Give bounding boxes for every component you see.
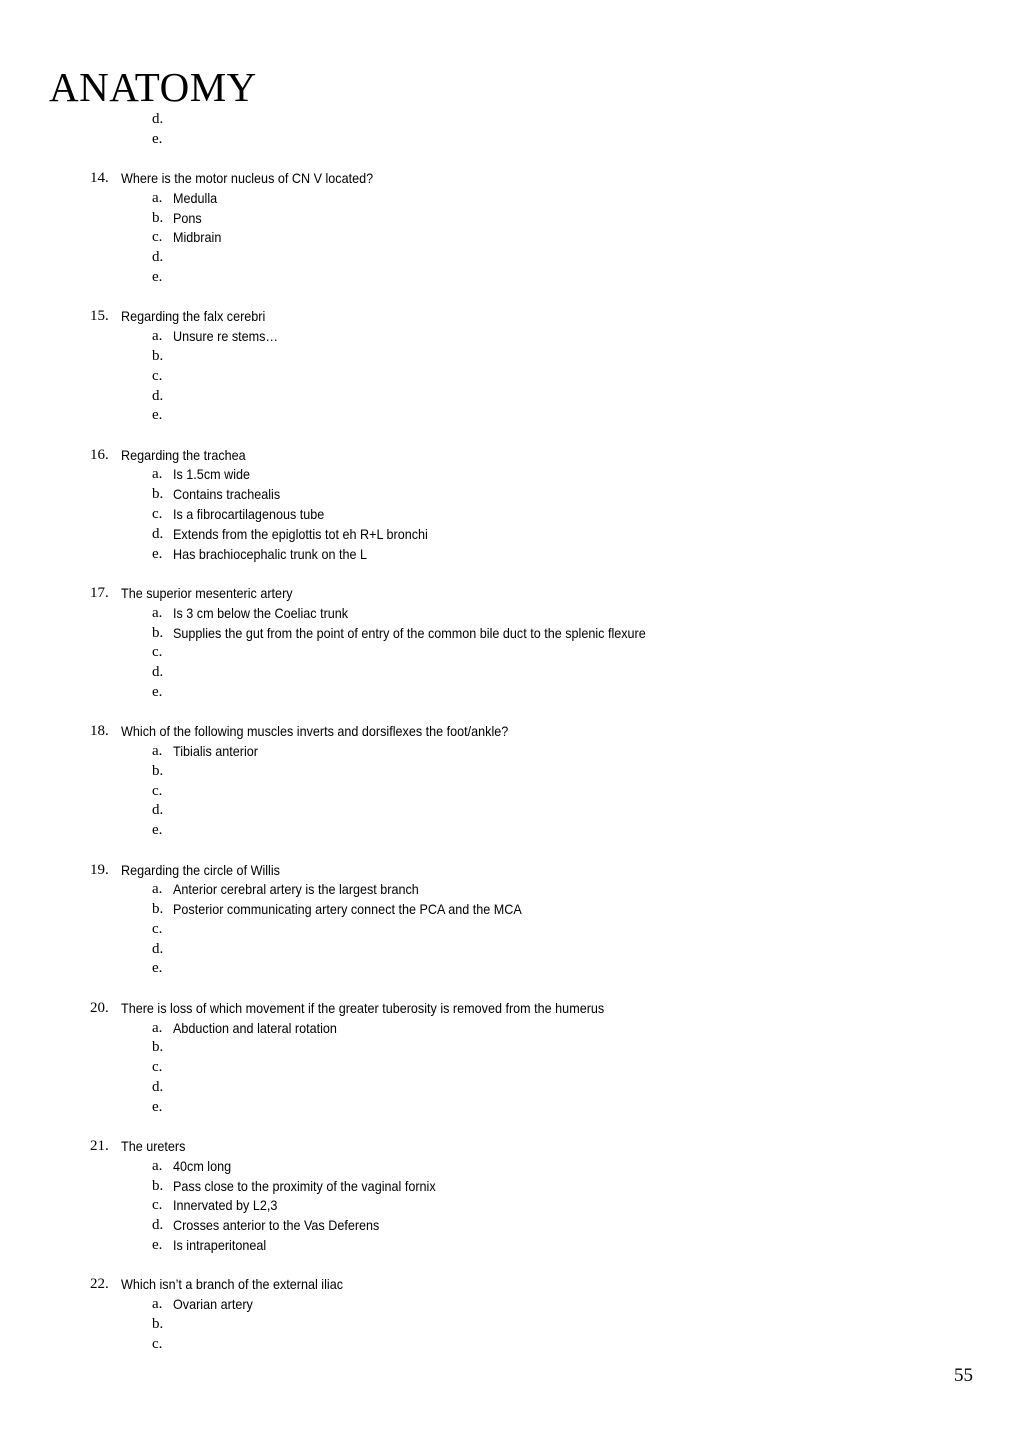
option-text: Tibialis anterior	[173, 743, 258, 760]
option-letter: a.	[152, 604, 163, 621]
option-letter: a.	[152, 328, 163, 345]
option-letter: d.	[152, 940, 164, 957]
spacer	[0, 288, 1024, 308]
question-text: The superior mesenteric artery	[121, 584, 293, 601]
question-text: Regarding the trachea	[121, 446, 246, 463]
option-letter: a.	[152, 1296, 163, 1313]
option-row	[0, 1058, 1024, 1078]
option-row	[0, 604, 1024, 624]
question-item	[0, 861, 1024, 980]
question-item	[0, 999, 1024, 1118]
question-stem	[0, 169, 1024, 189]
option-letter: d.	[152, 1217, 164, 1234]
option-text: Anterior cerebral artery is the largest branch	[173, 881, 419, 898]
option-letter: c.	[152, 1335, 163, 1352]
option-text: Is 1.5cm wide	[173, 466, 251, 483]
option-row	[0, 959, 1024, 979]
question-text: Where is the motor nucleus of CN V located?	[121, 170, 374, 187]
option-row	[0, 387, 1024, 407]
question-stem	[0, 722, 1024, 742]
spacer	[0, 564, 1024, 584]
option-row	[0, 762, 1024, 782]
option-row	[0, 742, 1024, 762]
question-stem	[0, 584, 1024, 604]
question-stem	[0, 1137, 1024, 1157]
question-item	[0, 584, 1024, 703]
question-stem	[0, 446, 1024, 466]
question-item	[0, 1275, 1024, 1354]
option-row	[0, 801, 1024, 821]
option-row	[0, 367, 1024, 387]
option-text: Extends from the epiglottis tot eh R+L bronchi	[173, 525, 428, 542]
option-row	[0, 920, 1024, 940]
option-text: 40cm long	[173, 1157, 232, 1174]
option-row	[0, 683, 1024, 703]
option-text: Ovarian artery	[173, 1296, 253, 1313]
option-text: Contains trachealis	[173, 486, 281, 503]
option-letter: e.	[152, 130, 163, 147]
option-row	[0, 209, 1024, 229]
option-letter: c.	[152, 1059, 163, 1076]
option-text: Midbrain	[173, 229, 222, 246]
option-row	[0, 624, 1024, 644]
option-row	[0, 465, 1024, 485]
option-row	[0, 347, 1024, 367]
option-row	[0, 327, 1024, 347]
option-letter: b.	[152, 1177, 164, 1194]
option-letter: a.	[152, 743, 163, 760]
option-text: Medulla	[173, 189, 218, 206]
option-letter: b.	[152, 762, 164, 779]
option-row	[0, 228, 1024, 248]
question-text: There is loss of which movement if the greater tuberosity is removed from the humerus	[121, 999, 605, 1016]
option-row	[0, 525, 1024, 545]
question-number: 22.	[90, 1276, 109, 1293]
option-letter: b.	[152, 1039, 164, 1056]
option-text: Unsure re stems…	[173, 328, 279, 345]
option-letter: c.	[152, 920, 163, 937]
question-text: Which of the following muscles inverts and dorsiflexes the foot/ankle?	[121, 723, 509, 740]
option-letter: b.	[152, 624, 164, 641]
option-row	[0, 1177, 1024, 1197]
question-text: Which isn’t a branch of the external iliac	[121, 1276, 344, 1293]
option-letter: a.	[152, 1157, 163, 1174]
question-number: 16.	[90, 446, 109, 463]
option-row	[0, 268, 1024, 288]
option-row	[0, 406, 1024, 426]
option-letter: b.	[152, 209, 164, 226]
question-text: Regarding the circle of Willis	[121, 861, 280, 878]
page-number: 55	[954, 1365, 973, 1386]
option-row	[0, 1196, 1024, 1216]
option-row	[0, 1335, 1024, 1355]
option-row	[0, 1019, 1024, 1039]
option-row	[0, 1038, 1024, 1058]
question-item	[0, 1137, 1024, 1256]
option-letter: e.	[152, 407, 163, 424]
option-row	[0, 1236, 1024, 1256]
question-number: 14.	[90, 170, 109, 187]
question-item	[0, 722, 1024, 841]
option-text: Supplies the gut from the point of entry of the common bile duct to the splenic flexure	[173, 624, 646, 641]
question-number: 19.	[90, 861, 109, 878]
spacer	[0, 841, 1024, 861]
option-letter: e.	[152, 1237, 163, 1254]
option-row	[0, 880, 1024, 900]
option-text: Innervated by L2,3	[173, 1197, 278, 1214]
option-letter: d.	[152, 802, 164, 819]
option-letter: d.	[152, 1078, 164, 1095]
spacer	[0, 426, 1024, 446]
option-row	[0, 782, 1024, 802]
question-number: 17.	[90, 584, 109, 601]
option-letter: a.	[152, 466, 163, 483]
option-text: Is 3 cm below the Coeliac trunk	[173, 604, 349, 621]
spacer	[0, 703, 1024, 723]
question-number: 15.	[90, 308, 109, 325]
option-row	[0, 189, 1024, 209]
option-letter: d.	[152, 111, 164, 127]
option-row	[0, 940, 1024, 960]
option-letter: e.	[152, 683, 163, 700]
question-stem	[0, 307, 1024, 327]
option-text: Is intraperitoneal	[173, 1237, 267, 1254]
option-row	[0, 130, 1024, 150]
option-row	[0, 1216, 1024, 1236]
option-row	[0, 485, 1024, 505]
option-text: Posterior communicating artery connect the PCA and the MCA	[173, 901, 522, 918]
spacer	[0, 150, 1024, 170]
option-text: Abduction and lateral rotation	[173, 1019, 337, 1036]
option-row	[0, 110, 1024, 130]
option-text: Pons	[173, 209, 202, 226]
option-text: Pass close to the proximity of the vaginal fornix	[173, 1177, 436, 1194]
option-row	[0, 505, 1024, 525]
option-letter: e.	[152, 545, 163, 562]
option-row	[0, 1098, 1024, 1118]
option-letter: c.	[152, 229, 163, 246]
option-text: Is a fibrocartilagenous tube	[173, 506, 325, 523]
option-letter: d.	[152, 249, 164, 266]
option-row	[0, 1295, 1024, 1315]
carryover-options	[0, 110, 1024, 150]
question-number: 21.	[90, 1138, 109, 1155]
option-row	[0, 663, 1024, 683]
questions-container	[0, 150, 1024, 1355]
spacer	[0, 1118, 1024, 1138]
option-letter: e.	[152, 822, 163, 839]
question-item	[0, 169, 1024, 288]
option-text: Has brachiocephalic trunk on the L	[173, 545, 368, 562]
page-title: ANATOMY	[49, 64, 257, 110]
option-letter: c.	[152, 506, 163, 523]
option-letter: b.	[152, 486, 164, 503]
option-letter: d.	[152, 387, 164, 404]
option-letter: a.	[152, 1019, 163, 1036]
spacer	[0, 1256, 1024, 1276]
option-row	[0, 1315, 1024, 1335]
option-letter: b.	[152, 347, 164, 364]
question-stem	[0, 861, 1024, 881]
option-letter: b.	[152, 901, 164, 918]
option-row	[0, 900, 1024, 920]
question-text: Regarding the falx cerebri	[121, 308, 266, 325]
question-number: 20.	[90, 999, 109, 1016]
option-row	[0, 248, 1024, 268]
option-letter: c.	[152, 644, 163, 661]
option-letter: c.	[152, 782, 163, 799]
option-letter: c.	[152, 367, 163, 384]
option-text: Crosses anterior to the Vas Deferens	[173, 1217, 380, 1234]
option-letter: c.	[152, 1197, 163, 1214]
option-row	[0, 1078, 1024, 1098]
question-text: The ureters	[121, 1138, 186, 1155]
option-letter: e.	[152, 1098, 163, 1115]
option-row	[0, 545, 1024, 565]
question-item	[0, 307, 1024, 426]
option-letter: b.	[152, 1315, 164, 1332]
question-stem	[0, 1275, 1024, 1295]
question-stem	[0, 999, 1024, 1019]
option-row	[0, 1157, 1024, 1177]
option-letter: a.	[152, 881, 163, 898]
option-row	[0, 643, 1024, 663]
option-letter: e.	[152, 269, 163, 286]
option-letter: a.	[152, 189, 163, 206]
option-letter: d.	[152, 664, 164, 681]
question-list	[0, 110, 1024, 1355]
option-letter: d.	[152, 525, 164, 542]
spacer	[0, 979, 1024, 999]
question-item	[0, 446, 1024, 565]
option-row	[0, 821, 1024, 841]
option-letter: e.	[152, 960, 163, 977]
question-number: 18.	[90, 723, 109, 740]
